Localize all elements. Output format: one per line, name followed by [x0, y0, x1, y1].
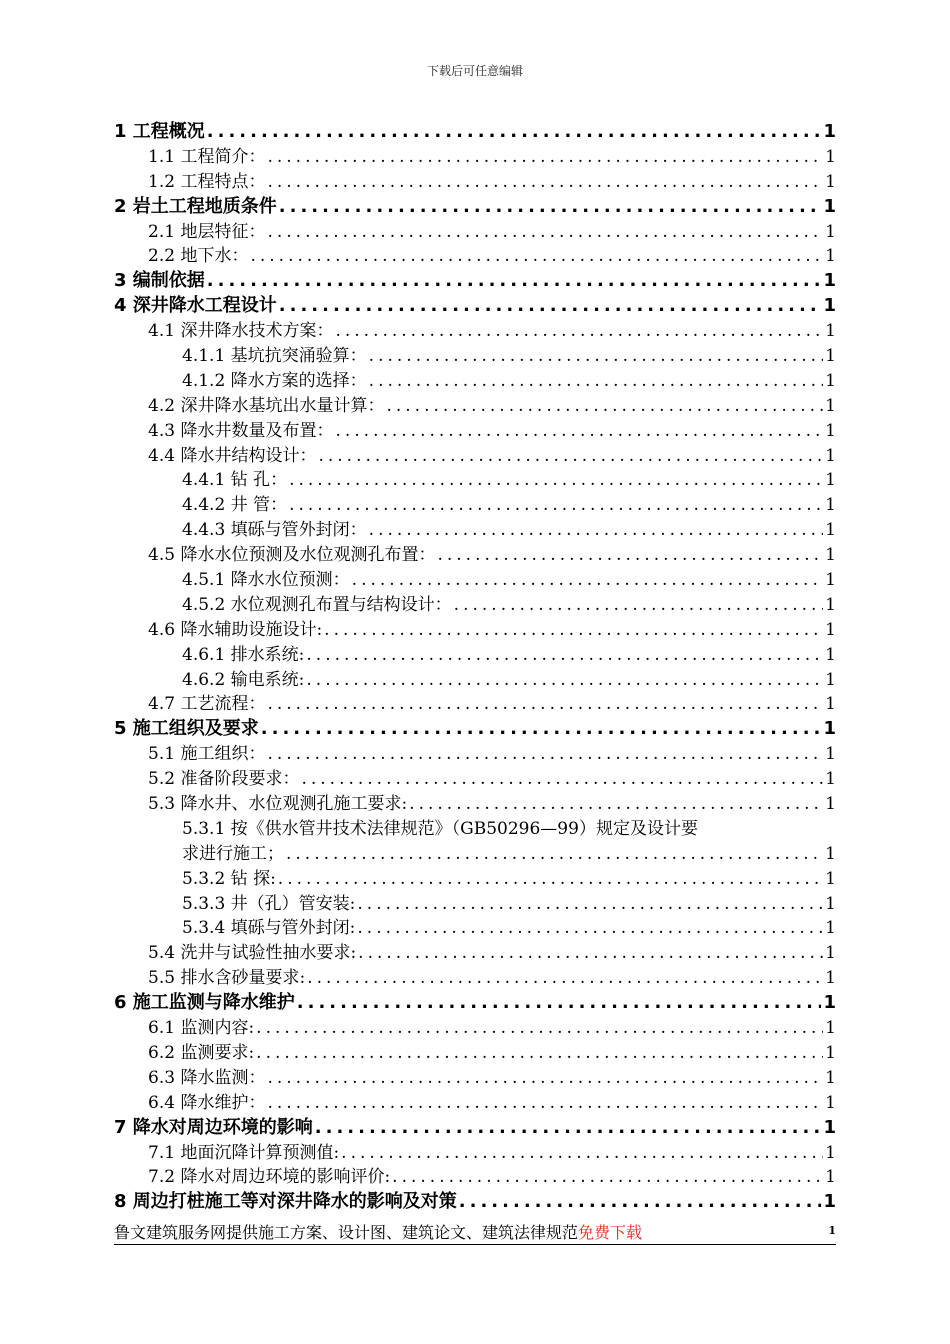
toc-dot-leader	[392, 1165, 823, 1190]
toc-entry-page: 1	[825, 918, 836, 939]
toc-dot-leader	[357, 917, 823, 942]
toc-dot-leader	[454, 593, 824, 618]
toc-entry-label: 5.3.4 填砾与管外封闭:	[182, 918, 356, 939]
toc-entry-label: 求进行施工；	[182, 843, 284, 864]
toc-dot-leader	[335, 319, 823, 344]
toc-entry-label: 4 深井降水工程设计	[114, 295, 277, 317]
toc-entry[interactable]	[114, 294, 836, 319]
toc-entry[interactable]	[114, 1041, 836, 1066]
toc-entry-page: 1	[825, 520, 836, 541]
toc-entry-page: 1	[825, 669, 836, 690]
toc-dot-leader	[369, 369, 824, 394]
toc-entry-page: 1	[825, 570, 836, 591]
toc-entry-label: 6.2 监测要求:	[148, 1042, 255, 1063]
toc-entry[interactable]	[114, 692, 836, 717]
toc-dot-leader	[335, 419, 823, 444]
toc-entry-page: 1	[825, 794, 836, 815]
toc-entry-label: 2.1 地层特征：	[148, 221, 266, 242]
toc-entry-page: 1	[825, 1042, 836, 1063]
toc-entry-label: 3 编制依据	[114, 270, 205, 292]
toc-entry-label: 7.2 降水对周边环境的影响评价:	[148, 1167, 391, 1188]
footer-divider	[114, 1244, 836, 1245]
toc-dot-leader	[358, 941, 823, 966]
toc-entry-label: 4.4 降水井结构设计：	[148, 445, 317, 466]
toc-dot-leader	[369, 344, 824, 369]
toc-entry-label: 4.6.2 输电系统:	[182, 669, 305, 690]
toc-entry-label: 4.5.1 降水水位预测：	[182, 570, 350, 591]
toc-entry[interactable]	[114, 892, 836, 917]
toc-dot-leader	[207, 120, 822, 145]
toc-entry-label: 4.6.1 排水系统:	[182, 644, 305, 665]
toc-entry-page: 1	[825, 221, 836, 242]
footer-free-download-link[interactable]: 免费下载	[578, 1223, 643, 1242]
toc-entry-page: 1	[825, 694, 836, 715]
toc-dot-leader	[307, 966, 823, 991]
toc-entry-label: 6.1 监测内容:	[148, 1018, 255, 1039]
toc-dot-leader	[279, 195, 822, 220]
toc-entry-label: 4.2 深井降水基坑出水量计算：	[148, 395, 385, 416]
toc-dot-leader	[386, 394, 823, 419]
toc-entry[interactable]	[114, 394, 836, 419]
toc-entry-label: 5.1 施工组织：	[148, 744, 266, 765]
toc-entry[interactable]	[114, 220, 836, 245]
toc-dot-leader	[318, 444, 823, 469]
toc-dot-leader	[352, 568, 824, 593]
page-number: 1	[828, 1224, 836, 1237]
toc-entry-page: 1	[825, 171, 836, 192]
toc-dot-leader	[306, 643, 823, 668]
toc-entry-page: 1	[825, 1092, 836, 1113]
toc-entry-label: 4.4.3 填砾与管外封闭：	[182, 520, 367, 541]
toc-entry-page: 1	[825, 246, 836, 267]
toc-entry-label: 4.6 降水辅助设施设计:	[148, 619, 323, 640]
toc-entry[interactable]	[114, 1091, 836, 1116]
toc-entry-page: 1	[825, 1067, 836, 1088]
toc-entry[interactable]	[114, 767, 836, 792]
toc-entry-page: 1	[825, 1018, 836, 1039]
toc-entry-label: 4.5.2 水位观测孔布置与结构设计：	[182, 594, 452, 615]
toc-entry[interactable]	[114, 568, 836, 593]
toc-entry[interactable]	[114, 842, 836, 867]
toc-entry[interactable]	[114, 444, 836, 469]
toc-entry[interactable]	[114, 543, 836, 568]
toc-entry[interactable]	[114, 518, 836, 543]
toc-entry-label: 2.2 地下水：	[148, 246, 249, 267]
toc-entry[interactable]	[114, 917, 836, 942]
toc-entry-page: 1	[823, 1191, 836, 1213]
toc-dot-leader	[289, 493, 823, 518]
page-header: 下载后可任意编辑	[426, 64, 523, 78]
toc-entry-label: 5.3.2 钻 探:	[182, 868, 276, 889]
toc-dot-leader	[341, 1141, 823, 1166]
toc-entry[interactable]	[114, 618, 836, 643]
toc-entry[interactable]	[114, 717, 836, 742]
toc-entry[interactable]	[114, 792, 836, 817]
toc-entry-page: 1	[825, 744, 836, 765]
toc-entry[interactable]	[114, 966, 836, 991]
toc-entry-page: 1	[825, 445, 836, 466]
toc-dot-leader	[459, 1190, 822, 1215]
toc-entry-page: 1	[823, 992, 836, 1014]
toc-dot-leader	[250, 244, 823, 269]
toc-dot-leader	[256, 1016, 823, 1041]
toc-entry-label: 5 施工组织及要求	[114, 718, 259, 740]
toc-dot-leader	[267, 1066, 823, 1091]
toc-entry-page: 1	[825, 470, 836, 491]
toc-entry-page: 1	[825, 321, 836, 342]
toc-dot-leader	[301, 767, 823, 792]
toc-entry-page: 1	[823, 718, 836, 740]
toc-entry[interactable]	[114, 742, 836, 767]
toc-entry[interactable]	[114, 867, 836, 892]
toc-entry[interactable]	[114, 170, 836, 195]
page-footer	[114, 1220, 836, 1243]
toc-entry[interactable]	[114, 1016, 836, 1041]
toc-entry[interactable]	[114, 120, 836, 145]
toc-entry[interactable]	[114, 1066, 836, 1091]
toc-entry-label: 4.1 深井降水技术方案：	[148, 321, 334, 342]
toc-entry[interactable]	[114, 643, 836, 668]
toc-entry-label: 5.3 降水井、水位观测孔施工要求:	[148, 794, 408, 815]
toc-entry[interactable]	[114, 269, 836, 294]
toc-entry[interactable]	[114, 991, 836, 1016]
toc-entry-label: 4.4.1 钻 孔：	[182, 470, 288, 491]
toc-dot-leader	[267, 145, 823, 170]
toc-entry-label: 1.1 工程简介：	[148, 146, 266, 167]
toc-entry-label: 5.5 排水含砂量要求:	[148, 968, 306, 989]
toc-dot-leader	[286, 842, 823, 867]
toc-entry-label: 5.2 准备阶段要求：	[148, 769, 300, 790]
toc-entry[interactable]	[114, 668, 836, 693]
toc-entry-page: 1	[825, 1142, 836, 1163]
toc-entry-label: 4.7 工艺流程：	[148, 694, 266, 715]
toc-dot-leader	[306, 668, 823, 693]
toc-entry[interactable]	[114, 941, 836, 966]
toc-entry-page: 1	[825, 769, 836, 790]
toc-entry-label: 7.1 地面沉降计算预测值:	[148, 1142, 340, 1163]
toc-entry[interactable]	[114, 1116, 836, 1141]
toc-dot-leader	[267, 170, 823, 195]
toc-entry-page: 1	[825, 968, 836, 989]
toc-dot-leader	[357, 892, 823, 917]
toc-dot-leader	[315, 1116, 822, 1141]
toc-entry-page: 1	[825, 346, 836, 366]
toc-entry[interactable]	[114, 1165, 836, 1190]
toc-entry-page: 1	[825, 843, 836, 864]
toc-entry[interactable]	[114, 468, 836, 493]
toc-entry-page: 1	[825, 893, 836, 914]
toc-entry-label: 4.4.2 井 管：	[182, 495, 288, 516]
toc-dot-leader	[437, 543, 823, 568]
toc-entry-page: 1	[825, 545, 836, 566]
toc-dot-leader	[207, 269, 822, 294]
toc-entry-page: 1	[825, 420, 836, 441]
toc-entry-label: 5.4 洗井与试验性抽水要求:	[148, 943, 357, 964]
toc-entry[interactable]	[114, 1141, 836, 1166]
toc-entry-page: 1	[825, 146, 836, 167]
toc-entry-label: 6.4 降水维护：	[148, 1092, 266, 1113]
toc-entry[interactable]	[114, 493, 836, 518]
toc-dot-leader	[267, 742, 823, 767]
toc-entry-label: 6.3 降水监测：	[148, 1067, 266, 1088]
toc-entry-label: 4.3 降水井数量及布置：	[148, 420, 334, 441]
toc-entry-page: 1	[823, 120, 836, 142]
toc-dot-leader	[267, 692, 823, 717]
toc-entry-page: 1	[823, 195, 836, 217]
toc-entry[interactable]	[114, 195, 836, 220]
table-of-contents	[114, 120, 836, 1215]
toc-entry-page: 1	[825, 868, 836, 889]
toc-entry-label: 1.2 工程特点：	[148, 171, 266, 192]
toc-dot-leader	[256, 1041, 823, 1066]
toc-dot-leader	[261, 717, 822, 742]
toc-entry-label: 4.1.1 基坑抗突涌验算：	[182, 346, 367, 366]
toc-entry-label: 8 周边打桩施工等对深井降水的影响及对策	[114, 1191, 457, 1213]
toc-dot-leader	[409, 792, 823, 817]
toc-entry-page: 1	[825, 370, 836, 391]
toc-entry-page: 1	[823, 270, 836, 292]
toc-entry[interactable]	[114, 145, 836, 170]
toc-entry[interactable]	[114, 369, 836, 394]
toc-entry[interactable]	[114, 244, 836, 269]
toc-entry-page: 1	[823, 295, 836, 317]
toc-entry-label: 4.5 降水水位预测及水位观测孔布置：	[148, 545, 436, 566]
toc-entry-page: 1	[825, 619, 836, 640]
toc-entry-label: 5.3.3 井（孔）管安装:	[182, 893, 356, 914]
toc-entry-label: 6 施工监测与降水维护	[114, 992, 295, 1014]
toc-entry[interactable]	[114, 319, 836, 344]
toc-entry[interactable]	[114, 593, 836, 618]
toc-entry[interactable]	[114, 419, 836, 444]
toc-entry[interactable]	[114, 344, 836, 369]
toc-entry-wrapped-line[interactable]: 5.3.1 按《供水管井技术法律规范》（GB50296—99）规定及设计要	[182, 818, 698, 839]
toc-entry-label: 1 工程概况	[114, 120, 205, 142]
toc-dot-leader	[279, 294, 822, 319]
toc-dot-leader	[289, 468, 823, 493]
toc-entry-page: 1	[825, 1167, 836, 1188]
toc-dot-leader	[278, 867, 823, 892]
toc-dot-leader	[267, 1091, 823, 1116]
toc-dot-leader	[324, 618, 823, 643]
toc-entry-label: 7 降水对周边环境的影响	[114, 1116, 313, 1138]
toc-entry-page: 1	[825, 495, 836, 516]
toc-entry-page: 1	[825, 395, 836, 416]
toc-entry-label: 4.1.2 降水方案的选择：	[182, 370, 367, 391]
toc-entry-page: 1	[825, 943, 836, 964]
toc-entry[interactable]	[114, 1190, 836, 1215]
toc-dot-leader	[267, 220, 823, 245]
toc-entry-label: 2 岩土工程地质条件	[114, 195, 277, 217]
toc-dot-leader	[297, 991, 822, 1016]
toc-entry-page: 1	[823, 1116, 836, 1138]
toc-entry-page: 1	[825, 644, 836, 665]
toc-dot-leader	[369, 518, 824, 543]
toc-entry-page: 1	[825, 594, 836, 615]
footer-text: 鲁文建筑服务网提供施工方案、设计图、建筑论文、建筑法律规范	[114, 1223, 579, 1242]
